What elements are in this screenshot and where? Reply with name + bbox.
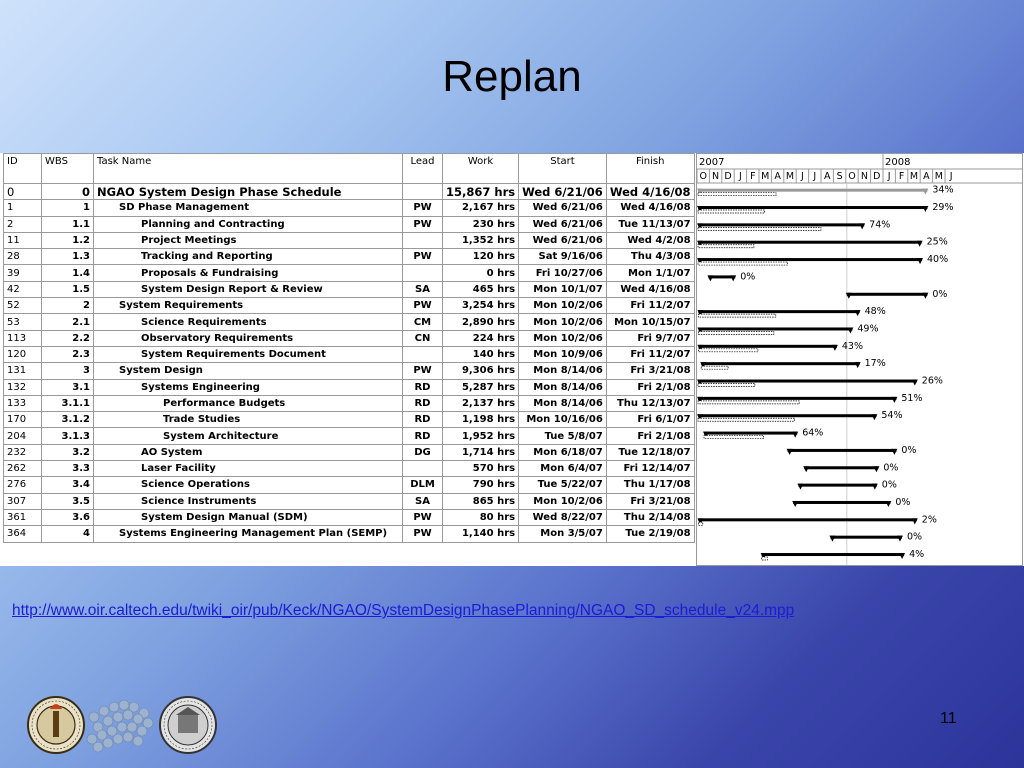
- percent-complete-label: 0%: [740, 271, 756, 283]
- gantt-progress-bar: [698, 522, 702, 525]
- cell-finish: Thu 1/17/08: [606, 477, 694, 493]
- cell-finish: Mon 10/15/07: [606, 314, 694, 330]
- month-label: J: [813, 171, 817, 182]
- cell-work: 1,952 hrs: [443, 428, 519, 444]
- cell-work: 2,137 hrs: [443, 395, 519, 411]
- cell-lead: [403, 346, 443, 362]
- table-row[interactable]: [4, 461, 695, 477]
- cell-work: 9,306 hrs: [443, 363, 519, 379]
- cell-wbs: 1.5: [42, 281, 94, 297]
- month-label: J: [800, 171, 804, 182]
- cell-start: Mon 6/18/07: [519, 444, 607, 460]
- percent-complete-label: 48%: [864, 306, 886, 318]
- cell-work: 120 hrs: [443, 249, 519, 265]
- cell-start: Mon 10/1/07: [519, 281, 607, 297]
- cell-start: Mon 10/2/06: [519, 493, 607, 509]
- cell-lead: [403, 461, 443, 477]
- cell-start: Mon 8/14/06: [519, 363, 607, 379]
- bar-end-cap: [917, 258, 923, 264]
- cell-start: Wed 8/22/07: [519, 509, 607, 525]
- cell-task-name: Science Instruments: [94, 493, 403, 509]
- gantt-progress-bar: [698, 227, 821, 230]
- cell-start: Wed 6/21/06: [519, 200, 607, 216]
- cell-work: 570 hrs: [443, 461, 519, 477]
- cell-finish: Thu 2/14/08: [606, 509, 694, 525]
- cell-lead: [403, 232, 443, 248]
- cell-wbs: 3.4: [42, 477, 94, 493]
- gantt-progress-bar: [698, 418, 794, 421]
- month-label: A: [774, 171, 781, 182]
- caltech-seal-icon: [28, 697, 84, 753]
- table-row[interactable]: [4, 395, 695, 411]
- cell-wbs: 0: [42, 184, 94, 200]
- table-row[interactable]: [4, 265, 695, 281]
- gantt-summary-bar: [698, 327, 852, 330]
- cell-finish: Tue 12/18/07: [606, 444, 694, 460]
- cell-task-name: NGAO System Design Phase Schedule: [94, 184, 403, 200]
- col-start-header: Start: [519, 154, 607, 184]
- cell-work: 0 hrs: [443, 265, 519, 281]
- cell-task-name: Project Meetings: [94, 232, 403, 248]
- table-row[interactable]: [4, 200, 695, 216]
- gantt-svg: [697, 154, 1022, 565]
- table-row[interactable]: [4, 184, 695, 200]
- table-row[interactable]: [4, 281, 695, 297]
- gantt-summary-bar: [788, 449, 897, 452]
- cell-work: 1,352 hrs: [443, 232, 519, 248]
- gantt-summary-bar: [698, 241, 922, 244]
- cell-work: 230 hrs: [443, 216, 519, 232]
- cell-start: Wed 6/21/06: [519, 232, 607, 248]
- cell-start: Mon 8/14/06: [519, 395, 607, 411]
- percent-complete-label: 54%: [881, 410, 903, 422]
- gantt-summary-bar: [830, 536, 902, 539]
- cell-wbs: 3.3: [42, 461, 94, 477]
- gantt-summary-bar: [698, 518, 916, 521]
- cell-finish: Fri 6/1/07: [606, 412, 694, 428]
- cell-start: Tue 5/22/07: [519, 477, 607, 493]
- cell-lead: CN: [403, 330, 443, 346]
- percent-complete-label: 25%: [926, 236, 948, 248]
- gantt-summary-bar: [762, 553, 904, 556]
- cell-id: 232: [4, 444, 42, 460]
- cell-finish: Fri 2/1/08: [606, 379, 694, 395]
- cell-lead: SA: [403, 493, 443, 509]
- cell-finish: Tue 2/19/08: [606, 526, 694, 542]
- month-label: J: [949, 171, 953, 182]
- percent-complete-label: 74%: [869, 219, 891, 231]
- cell-task-name: System Design Report & Review: [94, 281, 403, 297]
- task-table: [3, 153, 695, 543]
- bar-end-cap: [917, 241, 923, 247]
- cell-task-name: Performance Budgets: [94, 395, 403, 411]
- cell-task-name: System Architecture: [94, 428, 403, 444]
- percent-complete-label: 29%: [932, 202, 954, 214]
- cell-id: 131: [4, 363, 42, 379]
- cell-finish: Wed 4/16/08: [606, 184, 694, 200]
- cell-work: 3,254 hrs: [443, 298, 519, 314]
- percent-complete-label: 40%: [927, 254, 949, 266]
- cell-task-name: Observatory Requirements: [94, 330, 403, 346]
- table-row[interactable]: [4, 314, 695, 330]
- bar-end-cap: [832, 345, 838, 351]
- percent-complete-label: 0%: [901, 444, 917, 456]
- gantt-progress-bar: [698, 401, 799, 404]
- gantt-summary-bar: [698, 189, 927, 192]
- cell-finish: Fri 3/21/08: [606, 493, 694, 509]
- month-label: D: [873, 171, 881, 182]
- cell-lead: [403, 184, 443, 200]
- cell-id: 52: [4, 298, 42, 314]
- month-label: M: [785, 171, 795, 182]
- cell-wbs: 3.1.2: [42, 412, 94, 428]
- cell-lead: DLM: [403, 477, 443, 493]
- cell-start: Mon 8/14/06: [519, 379, 607, 395]
- logos: [26, 695, 221, 760]
- cell-task-name: System Design Manual (SDM): [94, 509, 403, 525]
- cell-lead: PW: [403, 200, 443, 216]
- cell-work: 865 hrs: [443, 493, 519, 509]
- percent-complete-label: 0%: [881, 479, 897, 491]
- cell-start: Wed 6/21/06: [519, 184, 607, 200]
- gantt-progress-bar: [704, 436, 764, 439]
- percent-complete-label: 0%: [906, 531, 923, 543]
- gantt-summary-bar: [698, 380, 917, 383]
- table-row[interactable]: [4, 249, 695, 265]
- cell-task-name: Systems Engineering: [94, 379, 403, 395]
- cell-start: Mon 6/4/07: [519, 461, 607, 477]
- cell-finish: Fri 11/2/07: [606, 298, 694, 314]
- gantt-summary-bar: [698, 310, 859, 313]
- cell-id: 133: [4, 395, 42, 411]
- cell-finish: Fri 3/21/08: [606, 363, 694, 379]
- cell-start: Sat 9/16/06: [519, 249, 607, 265]
- cell-wbs: 3.1.3: [42, 428, 94, 444]
- percent-complete-label: 0%: [932, 288, 948, 300]
- cell-wbs: 3.1.1: [42, 395, 94, 411]
- cell-lead: DG: [403, 444, 443, 460]
- cell-start: Mon 10/16/06: [519, 412, 607, 428]
- cell-work: 1,198 hrs: [443, 412, 519, 428]
- gantt-summary-bar: [698, 223, 864, 226]
- percent-complete-label: 64%: [802, 427, 824, 439]
- cell-lead: PW: [403, 249, 443, 265]
- month-label: N: [712, 171, 720, 182]
- percent-complete-label: 51%: [901, 392, 923, 404]
- percent-complete-label: 43%: [841, 340, 864, 352]
- cell-finish: Fri 9/7/07: [606, 330, 694, 346]
- percent-complete-label: 17%: [864, 358, 886, 370]
- cell-lead: RD: [403, 379, 443, 395]
- cell-task-name: Proposals & Fundraising: [94, 265, 403, 281]
- month-label: J: [887, 171, 891, 182]
- cell-work: 1,714 hrs: [443, 444, 519, 460]
- cell-task-name: System Design: [94, 363, 403, 379]
- cell-lead: [403, 265, 443, 281]
- cell-lead: PW: [403, 526, 443, 542]
- gantt-progress-bar: [698, 349, 758, 352]
- percent-complete-label: 34%: [932, 184, 954, 196]
- table-header-row: [4, 154, 695, 184]
- cell-id: 262: [4, 461, 42, 477]
- cell-id: 364: [4, 526, 42, 542]
- cell-lead: CM: [403, 314, 443, 330]
- gantt-progress-bar: [701, 366, 728, 369]
- gantt-progress-bar: [698, 193, 776, 196]
- month-label: M: [934, 171, 943, 182]
- month-label: S: [836, 171, 843, 182]
- table-row[interactable]: [4, 444, 695, 460]
- cell-start: Mon 10/9/06: [519, 346, 607, 362]
- col-id-header: ID: [4, 154, 42, 184]
- table-row[interactable]: [4, 493, 695, 509]
- cell-wbs: 1: [42, 200, 94, 216]
- year-label: 2007: [699, 157, 725, 168]
- cell-start: Mon 10/2/06: [519, 298, 607, 314]
- month-label: O: [699, 171, 707, 182]
- cell-id: 132: [4, 379, 42, 395]
- cell-start: Fri 10/27/06: [519, 265, 607, 281]
- gantt-summary-bar: [798, 484, 876, 487]
- month-label: M: [761, 171, 770, 182]
- month-label: O: [848, 171, 856, 182]
- cell-wbs: 4: [42, 526, 94, 542]
- cell-task-name: Tracking and Reporting: [94, 249, 403, 265]
- cell-wbs: 2.1: [42, 314, 94, 330]
- cell-finish: Mon 1/1/07: [606, 265, 694, 281]
- table-row[interactable]: [4, 412, 695, 428]
- cell-start: Mon 10/2/06: [519, 314, 607, 330]
- cell-start: Wed 6/21/06: [519, 216, 607, 232]
- cell-id: 361: [4, 509, 42, 525]
- cell-finish: Fri 12/14/07: [606, 461, 694, 477]
- percent-complete-label: 2%: [921, 514, 937, 526]
- cell-wbs: 3.5: [42, 493, 94, 509]
- cell-finish: Thu 4/3/08: [606, 249, 694, 265]
- cell-finish: Thu 12/13/07: [606, 395, 694, 411]
- cell-lead: RD: [403, 395, 443, 411]
- cell-task-name: Laser Facility: [94, 461, 403, 477]
- gantt-summary-bar: [793, 501, 890, 504]
- cell-id: 11: [4, 232, 42, 248]
- cell-finish: Wed 4/16/08: [606, 281, 694, 297]
- cell-lead: SA: [403, 281, 443, 297]
- schedule-panel: [0, 153, 1024, 566]
- cell-start: Mon 10/2/06: [519, 330, 607, 346]
- percent-complete-label: 0%: [895, 496, 911, 508]
- month-label: J: [738, 171, 742, 182]
- table-row[interactable]: [4, 477, 695, 493]
- cell-id: 28: [4, 249, 42, 265]
- table-row[interactable]: [4, 346, 695, 362]
- gantt-progress-bar: [698, 384, 755, 387]
- cell-finish: Fri 2/1/08: [606, 428, 694, 444]
- cell-id: 170: [4, 412, 42, 428]
- cell-work: 790 hrs: [443, 477, 519, 493]
- cell-work: 5,287 hrs: [443, 379, 519, 395]
- gantt-summary-bar: [698, 345, 836, 348]
- cell-wbs: 3: [42, 363, 94, 379]
- col-name-header: Task Name: [94, 154, 403, 184]
- slide-title: Replan: [442, 52, 582, 101]
- gantt-progress-bar: [762, 557, 768, 560]
- cell-work: 140 hrs: [443, 346, 519, 362]
- cell-finish: Fri 11/2/07: [606, 346, 694, 362]
- cell-task-name: Science Operations: [94, 477, 403, 493]
- cell-work: 80 hrs: [443, 509, 519, 525]
- cell-id: 204: [4, 428, 42, 444]
- cell-id: 113: [4, 330, 42, 346]
- col-work-header: Work: [443, 154, 519, 184]
- gantt-progress-bar: [698, 210, 765, 213]
- cell-lead: RD: [403, 412, 443, 428]
- cell-start: Tue 5/8/07: [519, 428, 607, 444]
- month-label: D: [724, 171, 732, 182]
- cell-finish: Wed 4/2/08: [606, 232, 694, 248]
- cell-id: 42: [4, 281, 42, 297]
- uc-seal-icon: [160, 697, 216, 753]
- cell-task-name: System Requirements: [94, 298, 403, 314]
- schedule-file-link[interactable]: http://www.oir.caltech.edu/twiki_oir/pub/Keck/NGAO/SystemDesignPhasePlanning/NGAO_SD_schedule_v24.mpp: [12, 602, 795, 619]
- month-label: A: [923, 171, 930, 182]
- col-finish-header: Finish: [606, 154, 694, 184]
- table-row[interactable]: [4, 509, 695, 525]
- cell-id: 120: [4, 346, 42, 362]
- cell-wbs: 1.2: [42, 232, 94, 248]
- cell-id: 276: [4, 477, 42, 493]
- gantt-chart: [696, 153, 1023, 566]
- cell-task-name: AO System: [94, 444, 403, 460]
- cell-work: 465 hrs: [443, 281, 519, 297]
- cell-id: 307: [4, 493, 42, 509]
- col-lead-header: Lead: [403, 154, 443, 184]
- cell-id: 53: [4, 314, 42, 330]
- cell-task-name: SD Phase Management: [94, 200, 403, 216]
- cell-finish: Tue 11/13/07: [606, 216, 694, 232]
- gantt-summary-bar: [698, 397, 896, 400]
- cell-task-name: Science Requirements: [94, 314, 403, 330]
- cell-task-name: Planning and Contracting: [94, 216, 403, 232]
- cell-id: 2: [4, 216, 42, 232]
- page-number: 11: [940, 710, 957, 727]
- bar-end-cap: [922, 189, 928, 195]
- cell-task-name: Systems Engineering Management Plan (SEMP): [94, 526, 403, 542]
- gantt-summary-bar: [847, 293, 928, 296]
- month-label: F: [750, 171, 756, 182]
- cell-id: 39: [4, 265, 42, 281]
- month-label: A: [823, 171, 831, 182]
- cell-task-name: System Requirements Document: [94, 346, 403, 362]
- table-row[interactable]: [4, 232, 695, 248]
- cell-task-name: Trade Studies: [94, 412, 403, 428]
- cell-finish: Wed 4/16/08: [606, 200, 694, 216]
- cell-work: 15,867 hrs: [443, 184, 519, 200]
- cell-wbs: 2.3: [42, 346, 94, 362]
- gantt-progress-bar: [698, 262, 788, 265]
- cell-work: 224 hrs: [443, 330, 519, 346]
- cell-wbs: 1.3: [42, 249, 94, 265]
- task-rows: [4, 184, 695, 543]
- cell-work: 1,140 hrs: [443, 526, 519, 542]
- gantt-summary-bar: [704, 432, 797, 435]
- cell-work: 2,890 hrs: [443, 314, 519, 330]
- table-row[interactable]: [4, 330, 695, 346]
- cell-wbs: 3.2: [42, 444, 94, 460]
- cell-start: Mon 3/5/07: [519, 526, 607, 542]
- bar-end-cap: [899, 553, 905, 559]
- cell-wbs: 1.1: [42, 216, 94, 232]
- cell-lead: PW: [403, 363, 443, 379]
- gantt-progress-bar: [698, 245, 754, 248]
- month-label: F: [898, 171, 905, 182]
- percent-complete-label: 0%: [883, 462, 899, 474]
- percent-complete-label: 4%: [909, 549, 925, 561]
- keck-hexagon-mirror-icon: [87, 700, 153, 752]
- cell-id: 1: [4, 200, 42, 216]
- cell-lead: PW: [403, 298, 443, 314]
- cell-wbs: 2: [42, 298, 94, 314]
- gantt-summary-bar: [698, 414, 876, 417]
- table-row[interactable]: [4, 216, 695, 232]
- table-row[interactable]: [4, 379, 695, 395]
- gantt-summary-bar: [698, 258, 922, 261]
- gantt-summary-bar: [698, 206, 927, 209]
- gantt-progress-bar: [698, 331, 773, 334]
- month-label: N: [860, 171, 868, 182]
- table-row[interactable]: [4, 526, 695, 542]
- month-label: M: [909, 171, 919, 182]
- cell-lead: PW: [403, 216, 443, 232]
- percent-complete-label: 26%: [921, 375, 943, 387]
- table-row[interactable]: [4, 298, 695, 314]
- col-wbs-header: WBS: [42, 154, 94, 184]
- gantt-summary-bar: [701, 362, 859, 365]
- cell-lead: PW: [403, 509, 443, 525]
- cell-wbs: 2.2: [42, 330, 94, 346]
- percent-complete-label: 49%: [857, 323, 879, 335]
- year-label: 2008: [885, 157, 911, 168]
- table-row[interactable]: [4, 428, 695, 444]
- cell-wbs: 1.4: [42, 265, 94, 281]
- gantt-progress-bar: [698, 314, 775, 317]
- cell-id: 0: [4, 184, 42, 200]
- cell-wbs: 3.1: [42, 379, 94, 395]
- cell-lead: RD: [403, 428, 443, 444]
- table-row[interactable]: [4, 363, 695, 379]
- cell-wbs: 3.6: [42, 509, 94, 525]
- cell-work: 2,167 hrs: [443, 200, 519, 216]
- gantt-summary-bar: [804, 466, 878, 469]
